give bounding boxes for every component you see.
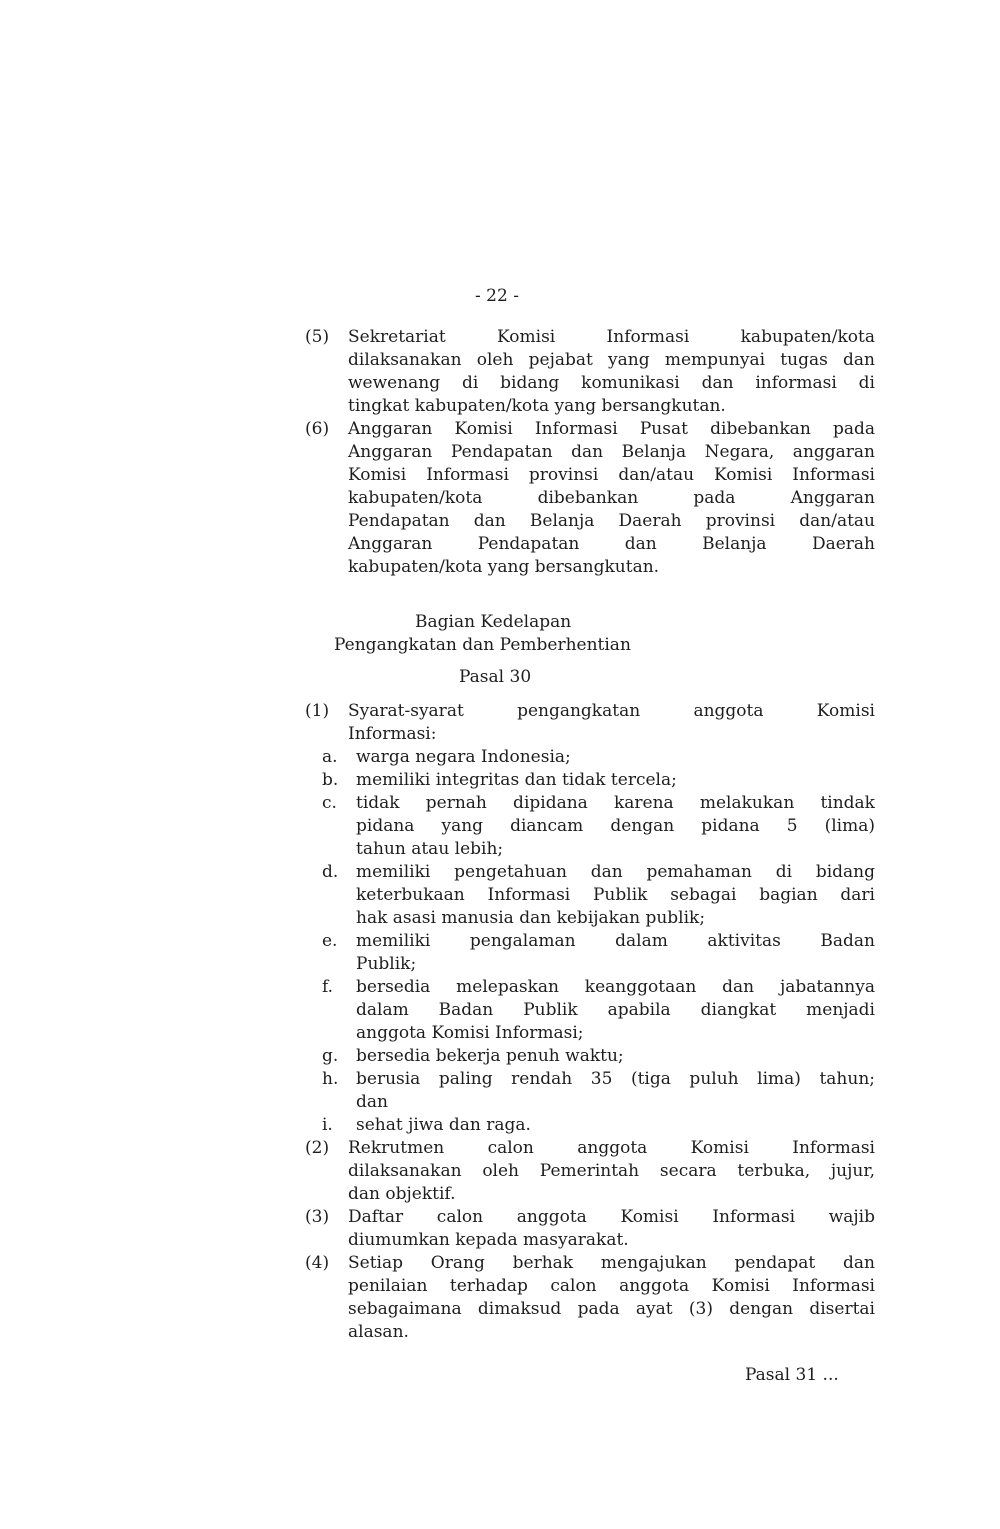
text-line: Anggaran Komisi Informasi Pusat dibebankan pada: [348, 419, 875, 439]
bagian-title: Pengangkatan dan Pemberhentian: [334, 635, 631, 655]
text-line: memiliki integritas dan tidak tercela;: [356, 770, 677, 790]
list-subitem: [322, 1114, 875, 1137]
text-line: Sekretariat Komisi Informasi kabupaten/kota: [348, 327, 875, 347]
text-line: dan: [356, 1092, 388, 1112]
bagian-heading: Bagian Kedelapan: [415, 612, 572, 632]
text-line: bersedia bekerja penuh waktu;: [356, 1046, 624, 1066]
text-line: kabupaten/kota dibebankan pada Anggaran: [348, 488, 875, 508]
text-line: Pendapatan dan Belanja Daerah provinsi dan/atau: [348, 511, 875, 531]
item-text: [356, 861, 875, 930]
text-line: Komisi Informasi provinsi dan/atau Komisi Informasi: [348, 465, 875, 485]
page-number-text: - 22 -: [475, 286, 519, 306]
list-subitem: [322, 976, 875, 1045]
list-item: [305, 418, 875, 579]
text-line: alasan.: [348, 1322, 409, 1342]
text-line: dilaksanakan oleh Pemerintah secara terbuka, jujur,: [348, 1161, 875, 1181]
item-text: [348, 418, 875, 579]
text-line: Rekrutmen calon anggota Komisi Informasi: [348, 1138, 875, 1158]
list-item: [305, 1137, 875, 1206]
list-item: [305, 326, 875, 418]
item-number: (1): [305, 701, 330, 721]
item-number: (5): [305, 327, 330, 347]
list-item: [305, 1252, 875, 1344]
text-line: dalam Badan Publik apabila diangkat menjadi: [356, 1000, 875, 1020]
item-text: [356, 1045, 875, 1068]
item-text: [356, 930, 875, 976]
text-line: memiliki pengalaman dalam aktivitas Badan: [356, 931, 875, 951]
list-subitem: [322, 792, 875, 861]
list-subitem: [322, 1068, 875, 1114]
pasal-heading: Pasal 30: [459, 667, 532, 687]
subitem-letter: b.: [322, 770, 339, 790]
section-ayat-5-6: [305, 326, 875, 579]
item-text: [356, 976, 875, 1045]
list-subitem: [322, 1045, 875, 1068]
item-text: [348, 1252, 875, 1344]
item-text: [356, 769, 875, 792]
list-subitem: [322, 746, 875, 769]
subitem-letter: h.: [322, 1069, 339, 1089]
text-line: anggota Komisi Informasi;: [356, 1023, 584, 1043]
item-number: (6): [305, 419, 330, 439]
text-line: Publik;: [356, 954, 417, 974]
text-line: tahun atau lebih;: [356, 839, 504, 859]
item-number: (3): [305, 1207, 330, 1227]
text-line: pidana yang diancam dengan pidana 5 (lima): [356, 816, 875, 836]
subitem-letter: f.: [322, 977, 334, 997]
page-number: [0, 286, 1000, 306]
item-text: [356, 1114, 875, 1137]
subitem-letter: a.: [322, 747, 338, 767]
list-subitem: [322, 769, 875, 792]
text-line: wewenang di bidang komunikasi dan informasi di: [348, 373, 875, 393]
text-line: tidak pernah dipidana karena melakukan tindak: [356, 793, 875, 813]
text-line: bersedia melepaskan keanggotaan dan jabatannya: [356, 977, 875, 997]
text-line: Setiap Orang berhak mengajukan pendapat dan: [348, 1253, 875, 1273]
text-line: sebagaimana dimaksud pada ayat (3) dengan disertai: [348, 1299, 875, 1319]
item-text: [356, 1068, 875, 1114]
text-line: Anggaran Pendapatan dan Belanja Daerah: [348, 534, 875, 554]
next-page-reference: Pasal 31 ...: [745, 1365, 839, 1385]
text-line: hak asasi manusia dan kebijakan publik;: [356, 908, 706, 928]
subitem-letter: d.: [322, 862, 339, 882]
subitem-letter: g.: [322, 1046, 339, 1066]
item-text: [356, 746, 875, 769]
text-line: dilaksanakan oleh pejabat yang mempunyai tugas dan: [348, 350, 875, 370]
list-subitem: [322, 861, 875, 930]
subitem-letter: e.: [322, 931, 338, 951]
text-line: Daftar calon anggota Komisi Informasi wajib: [348, 1207, 875, 1227]
item-text: [348, 700, 875, 746]
text-line: Informasi:: [348, 724, 437, 744]
item-text: [348, 1206, 875, 1252]
text-line: berusia paling rendah 35 (tiga puluh lima) tahun;: [356, 1069, 875, 1089]
text-line: penilaian terhadap calon anggota Komisi Informasi: [348, 1276, 875, 1296]
text-line: memiliki pengetahuan dan pemahaman di bidang: [356, 862, 875, 882]
subitem-letter: i.: [322, 1115, 333, 1135]
item-text: [348, 1137, 875, 1206]
item-text: [348, 326, 875, 418]
text-line: tingkat kabupaten/kota yang bersangkutan.: [348, 396, 726, 416]
text-line: diumumkan kepada masyarakat.: [348, 1230, 629, 1250]
list-subitem: [322, 930, 875, 976]
list-item: [305, 1206, 875, 1252]
list-item: [305, 700, 875, 746]
text-line: Anggaran Pendapatan dan Belanja Negara, anggaran: [348, 442, 875, 462]
text-line: dan objektif.: [348, 1184, 456, 1204]
subitem-letter: c.: [322, 793, 337, 813]
text-line: keterbukaan Informasi Publik sebagai bagian dari: [356, 885, 875, 905]
text-line: kabupaten/kota yang bersangkutan.: [348, 557, 660, 577]
item-text: [356, 792, 875, 861]
item-number: (4): [305, 1253, 330, 1273]
pasal-30-body: [305, 700, 875, 1344]
text-line: warga negara Indonesia;: [356, 747, 571, 767]
text-line: sehat jiwa dan raga.: [356, 1115, 531, 1135]
item-number: (2): [305, 1138, 330, 1158]
text-line: Syarat-syarat pengangkatan anggota Komisi: [348, 701, 875, 721]
